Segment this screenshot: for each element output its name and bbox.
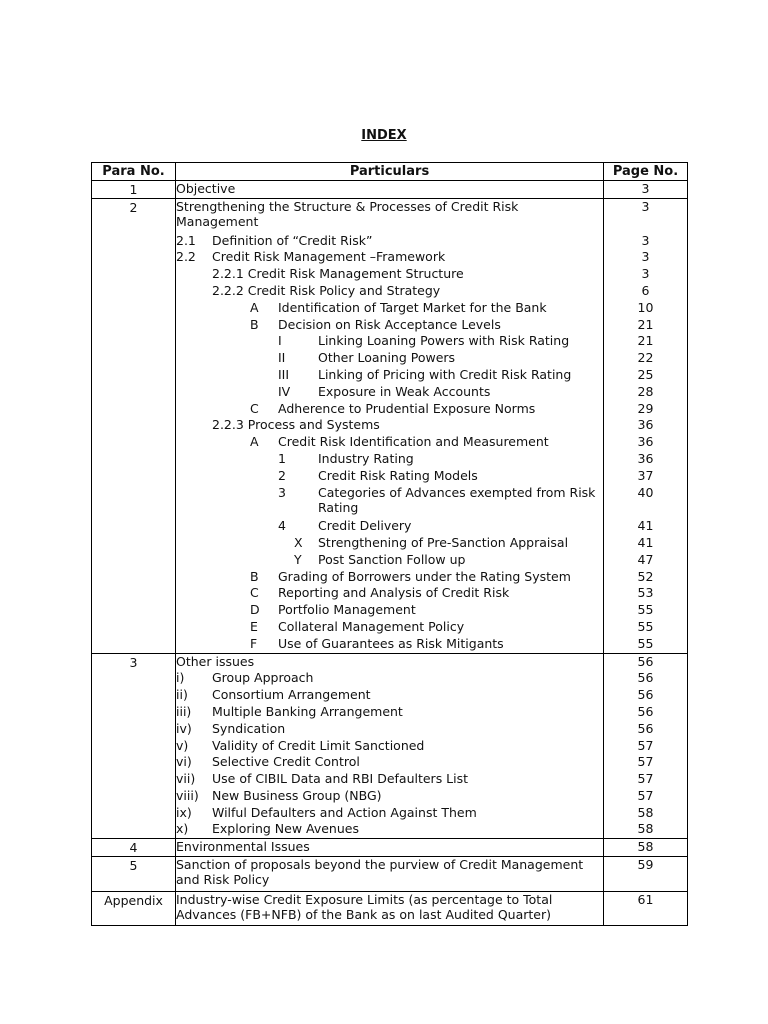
page-number: 29 (637, 400, 654, 416)
list-item (176, 585, 687, 602)
section-1 (91, 181, 688, 199)
item-title: Sanction of proposals beyond the purview of Credit Management and Risk Policy (176, 857, 584, 888)
item-title: Grading of Borrowers under the Rating System (278, 568, 571, 584)
page-number: 36 (637, 417, 654, 433)
item-title: Credit Risk Rating Models (318, 467, 478, 483)
item-title: 2.2.2 Credit Risk Policy and Strategy (212, 282, 441, 298)
item-title: Credit Risk Management –Framework (212, 249, 446, 265)
item-number: i) (176, 670, 185, 686)
index-table (91, 162, 688, 926)
header-particulars: Particulars (176, 163, 604, 180)
list-item (176, 654, 687, 671)
para-number: 5 (92, 857, 176, 891)
section-rows (176, 839, 687, 856)
list-item (176, 821, 687, 838)
list-item (176, 434, 687, 451)
item-title: Reporting and Analysis of Credit Risk (278, 585, 510, 601)
list-item (176, 417, 687, 434)
item-title: Strengthening of Pre-Sanction Appraisal (318, 534, 569, 550)
list-item (176, 233, 687, 250)
list-item (176, 384, 687, 401)
item-number: F (250, 635, 258, 651)
item-number: ix) (176, 804, 192, 820)
list-item (176, 805, 687, 822)
item-title: Consortium Arrangement (212, 687, 371, 703)
item-title: Credit Risk Identification and Measurement (278, 434, 549, 450)
page-number: 59 (637, 857, 654, 873)
section-rows (176, 654, 687, 839)
item-title: Selective Credit Control (212, 754, 360, 770)
section-5 (91, 857, 688, 892)
section-rows (176, 892, 687, 926)
para-number: Appendix (92, 892, 176, 926)
page-number: 57 (637, 737, 654, 753)
list-item (176, 317, 687, 334)
item-title: Collateral Management Policy (278, 618, 465, 634)
item-title: Use of CIBIL Data and RBI Defaulters List (212, 771, 469, 787)
page-number: 57 (637, 771, 654, 787)
item-title: Decision on Risk Acceptance Levels (278, 316, 501, 332)
item-title: 2.2.3 Process and Systems (212, 417, 380, 433)
list-item (176, 738, 687, 755)
para-number: 1 (92, 181, 176, 198)
page-number: 41 (637, 534, 654, 550)
page-number: 36 (637, 450, 654, 466)
page-number: 10 (637, 299, 654, 315)
item-number: C (250, 585, 259, 601)
item-title: Industry-wise Credit Exposure Limits (as percentage to Total Advances (FB+NFB) of the Bank as on last Audited Quarter) (176, 891, 553, 922)
item-number: C (250, 400, 259, 416)
list-item (176, 199, 687, 233)
list-item (176, 300, 687, 317)
page-number: 37 (637, 467, 654, 483)
list-item (176, 754, 687, 771)
list-item (176, 283, 687, 300)
item-title: Wilful Defaulters and Action Against Them (212, 804, 477, 820)
item-number: iv) (176, 720, 192, 736)
item-title: Objective (176, 181, 236, 196)
item-title: Multiple Banking Arrangement (212, 703, 403, 719)
item-title: Industry Rating (318, 450, 414, 466)
item-number: A (250, 299, 259, 315)
item-number: Y (294, 551, 302, 567)
list-item (176, 704, 687, 721)
item-title: Linking of Pricing with Credit Risk Rating (318, 366, 572, 382)
item-number: E (250, 618, 258, 634)
section-4 (91, 839, 688, 857)
item-number: vi) (176, 754, 192, 770)
item-title: Identification of Target Market for the Bank (278, 299, 547, 315)
list-item (176, 839, 687, 856)
para-number: 2 (92, 199, 176, 653)
page-number: 55 (637, 635, 654, 651)
item-title: Group Approach (212, 670, 314, 686)
page-number: 55 (637, 602, 654, 618)
item-title: Categories of Advances exempted from Risk Rating (318, 484, 596, 515)
item-number: X (294, 534, 303, 550)
page-number: 21 (637, 333, 654, 349)
page-number: 40 (637, 484, 654, 500)
item-number: I (278, 333, 282, 349)
header-para-no: Para No. (92, 163, 176, 180)
item-title: Exposure in Weak Accounts (318, 383, 491, 399)
page-number: 58 (637, 804, 654, 820)
list-item (176, 485, 687, 519)
item-title: Other issues (176, 653, 255, 669)
list-item (176, 518, 687, 535)
list-item (176, 619, 687, 636)
item-number: x) (176, 821, 189, 837)
item-title: Other Loaning Powers (318, 350, 456, 366)
item-number: B (250, 568, 259, 584)
item-title: Portfolio Management (278, 602, 416, 618)
list-item (176, 892, 687, 926)
list-item (176, 266, 687, 283)
list-item (176, 569, 687, 586)
list-item (176, 771, 687, 788)
page-number: 47 (637, 551, 654, 567)
item-title: Definition of “Credit Risk” (212, 232, 373, 248)
list-item (176, 857, 687, 891)
page-number: 3 (641, 266, 650, 282)
item-number: D (250, 602, 260, 618)
page-number: 21 (637, 316, 654, 332)
table-body (91, 181, 688, 926)
list-item (176, 552, 687, 569)
list-item (176, 249, 687, 266)
page-number: 36 (637, 434, 654, 450)
page-number: 57 (637, 754, 654, 770)
item-title: Linking Loaning Powers with Risk Rating (318, 333, 570, 349)
item-number: 2.2 (176, 249, 196, 265)
page-number: 25 (637, 366, 654, 382)
list-item (176, 367, 687, 384)
index-title: INDEX (361, 128, 407, 143)
section-3 (91, 654, 688, 840)
page-number: 3 (641, 232, 650, 248)
item-title: Exploring New Avenues (212, 821, 359, 837)
item-title: Syndication (212, 720, 286, 736)
item-number: II (278, 350, 286, 366)
list-item (176, 451, 687, 468)
item-title: Strengthening the Structure & Processes of Credit Risk Management (176, 199, 519, 229)
list-item (176, 636, 687, 653)
page-number: 55 (637, 618, 654, 634)
section-2 (91, 199, 688, 654)
section-rows (176, 181, 687, 198)
page-number: 58 (637, 839, 654, 855)
item-number: A (250, 434, 259, 450)
list-item (176, 721, 687, 738)
page-number: 61 (637, 891, 654, 907)
item-title: 2.2.1 Credit Risk Management Structure (212, 266, 464, 282)
item-number: 3 (278, 484, 286, 500)
section-rows (176, 199, 687, 653)
list-item (176, 181, 687, 198)
list-item (176, 333, 687, 350)
page-number: 3 (641, 181, 650, 196)
list-item (176, 788, 687, 805)
header-page-no: Page No. (612, 164, 679, 179)
page-number: 56 (637, 687, 654, 703)
page-number: 53 (637, 585, 654, 601)
para-number: 4 (92, 839, 176, 856)
item-title: Environmental Issues (176, 839, 310, 855)
page-number: 56 (637, 653, 654, 669)
item-title: Use of Guarantees as Risk Mitigants (278, 635, 504, 651)
item-title: New Business Group (NBG) (212, 787, 382, 803)
page-number: 3 (641, 199, 650, 214)
item-number: 2 (278, 467, 286, 483)
page-number: 41 (637, 518, 654, 534)
page-number: 22 (637, 350, 654, 366)
page-number: 57 (637, 787, 654, 803)
list-item (176, 401, 687, 418)
item-number: 1 (278, 450, 286, 466)
item-number: ii) (176, 687, 188, 703)
page-number: 58 (637, 821, 654, 837)
item-number: IV (278, 383, 291, 399)
item-number: III (278, 366, 290, 382)
page-number: 56 (637, 670, 654, 686)
item-title: Credit Delivery (318, 518, 412, 534)
page-number: 3 (641, 249, 650, 265)
item-number: vii) (176, 771, 196, 787)
page-number: 56 (637, 703, 654, 719)
item-title: Adherence to Prudential Exposure Norms (278, 400, 536, 416)
list-item (176, 468, 687, 485)
page-number: 52 (637, 568, 654, 584)
table-header (91, 162, 688, 181)
section-6 (91, 892, 688, 927)
page-number: 6 (641, 282, 650, 298)
list-item (176, 350, 687, 367)
item-number: 4 (278, 518, 286, 534)
list-item (176, 687, 687, 704)
item-number: v) (176, 737, 189, 753)
page-number: 28 (637, 383, 654, 399)
item-number: 2.1 (176, 232, 196, 248)
item-number: iii) (176, 703, 192, 719)
list-item (176, 670, 687, 687)
para-number: 3 (92, 654, 176, 839)
item-title: Validity of Credit Limit Sanctioned (212, 737, 425, 753)
page-number: 56 (637, 720, 654, 736)
list-item (176, 602, 687, 619)
section-rows (176, 857, 687, 891)
item-number: viii) (176, 787, 199, 803)
item-title: Post Sanction Follow up (318, 551, 466, 567)
item-number: B (250, 316, 259, 332)
list-item (176, 535, 687, 552)
